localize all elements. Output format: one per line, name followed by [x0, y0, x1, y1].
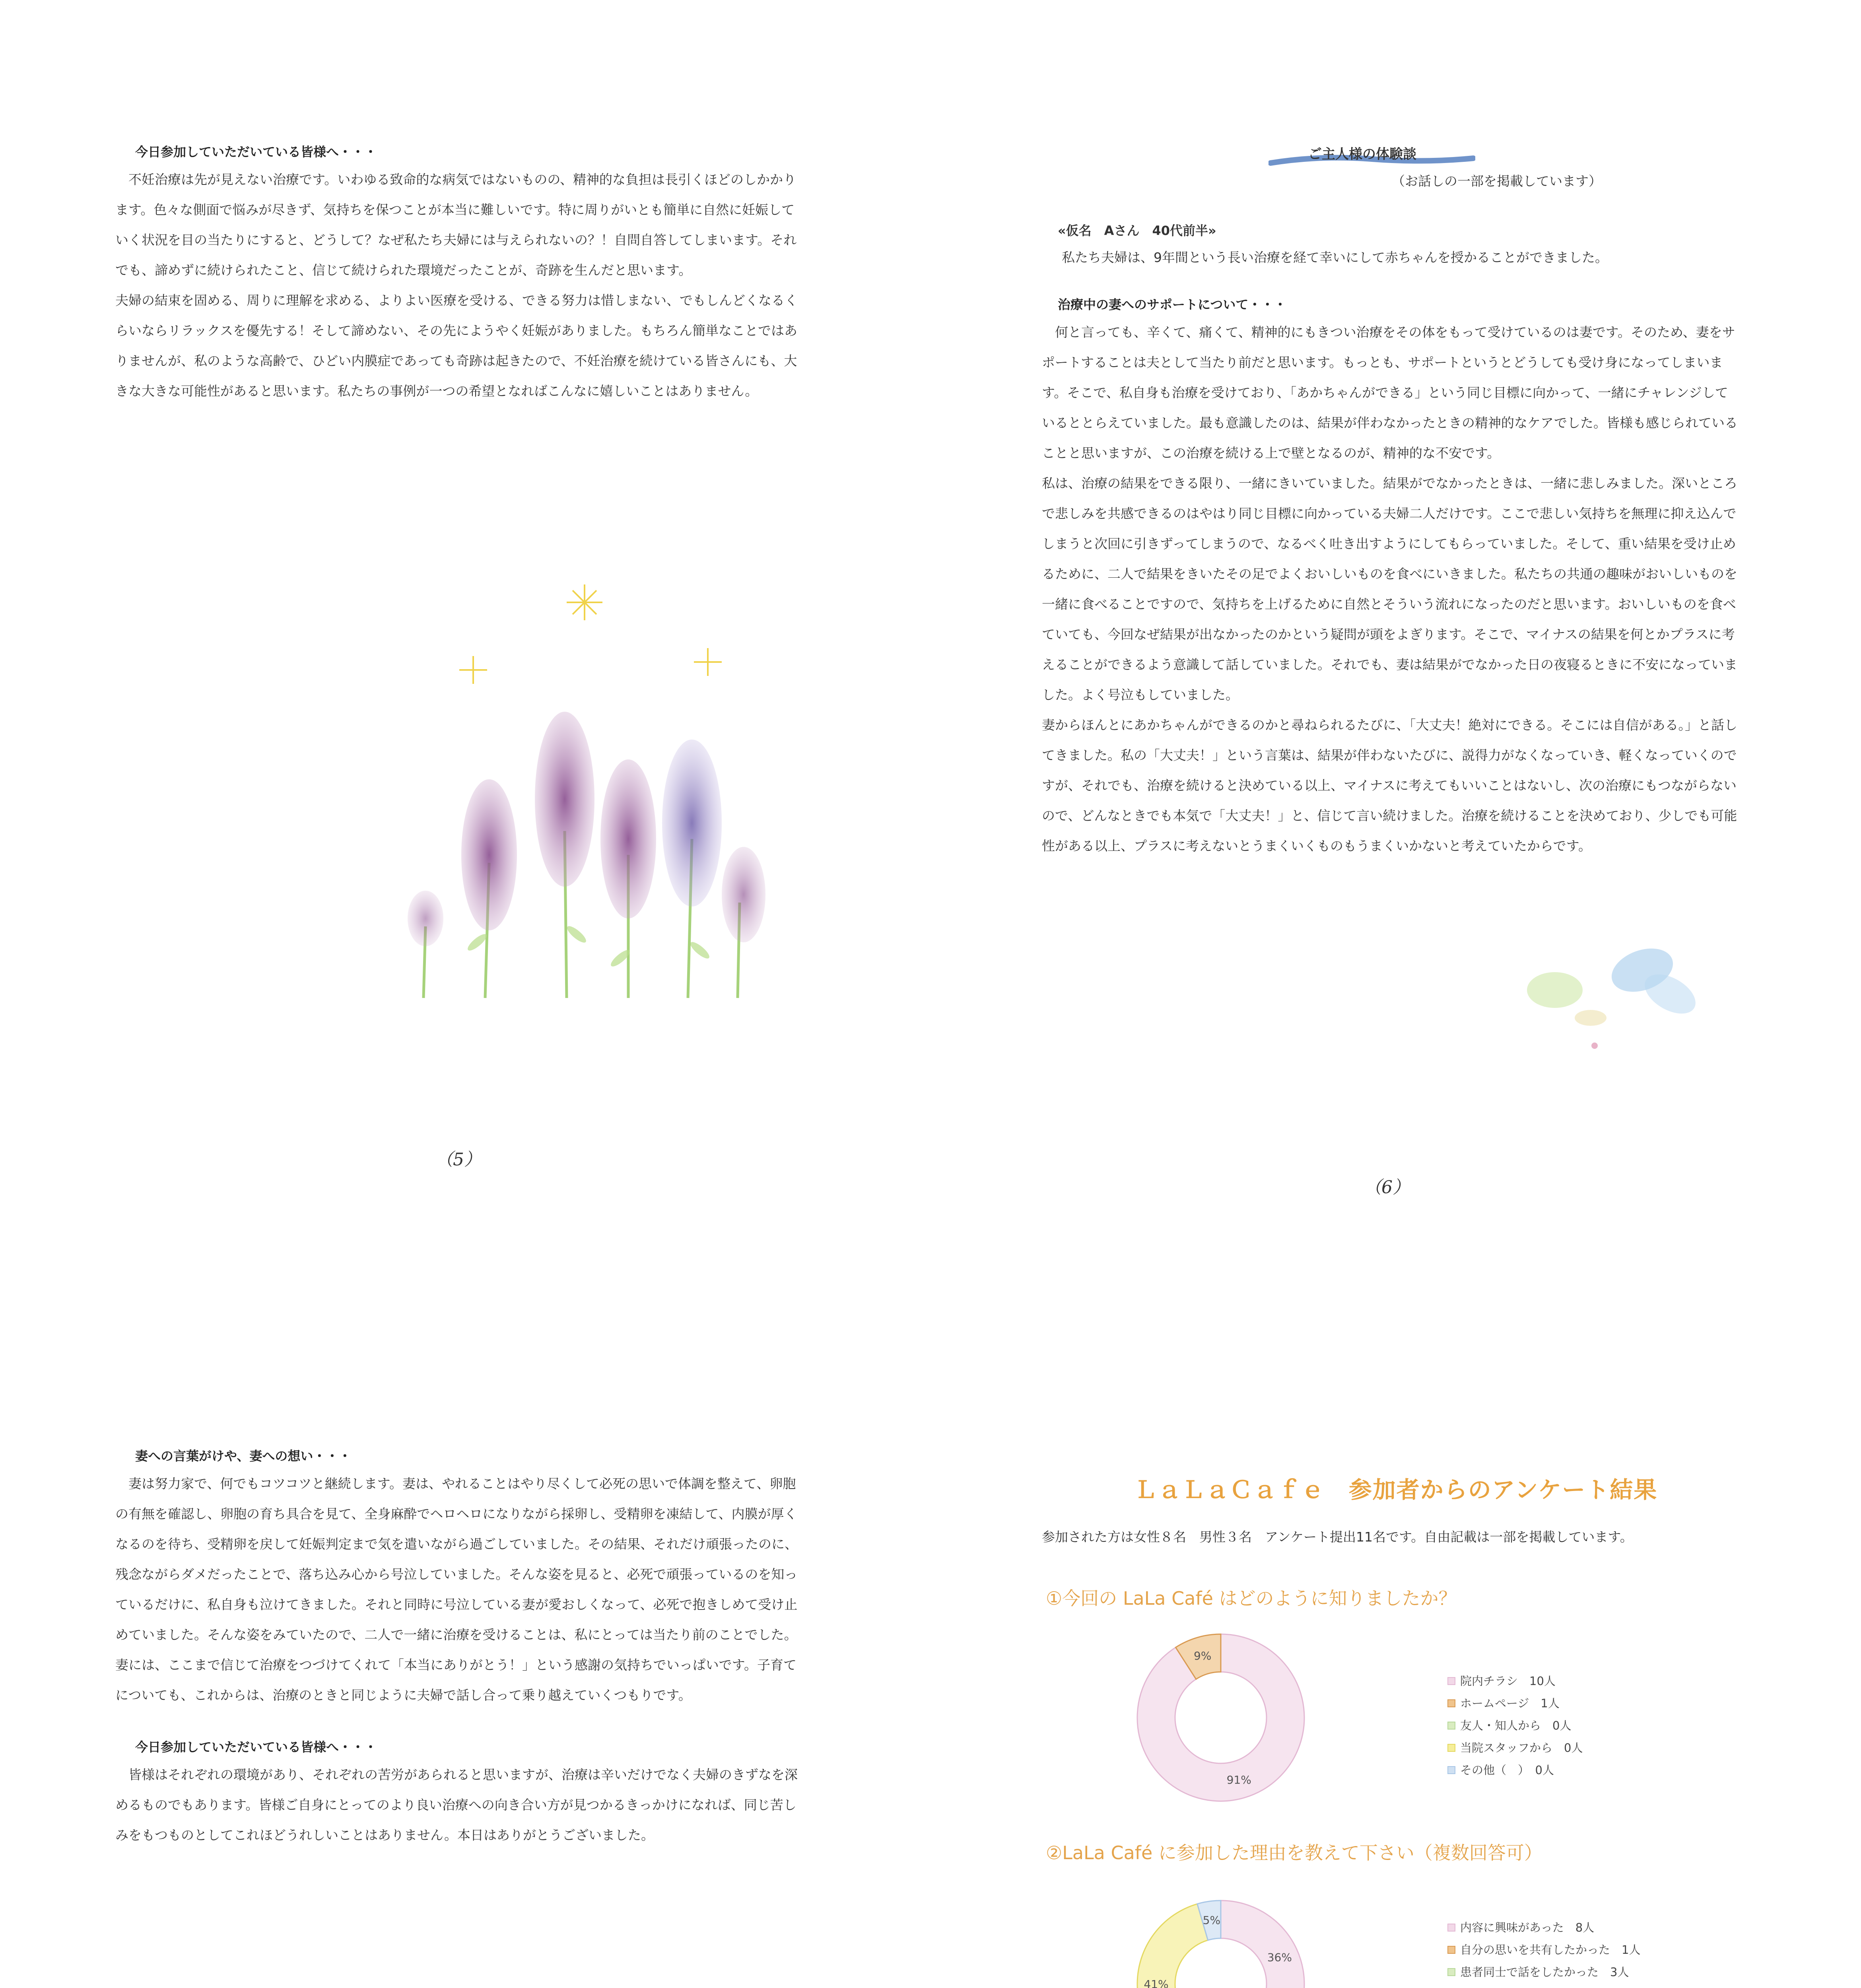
page6-paragraph-2: 私は、治療の結果をできる限り、一緒にきいていました。結果がでなかったときは、一緒に悲しみました。深いところで悲しみを共感できるのはやはり同じ目標に向かっている夫婦二人だけです。ここで悲しい気持ちを無理に抑え込んでしまうと次回に引きずってしまうので、なるべく吐き出すようにしてもらっていました。そして、重い結果を受け止めるために、二人で結果をきいたその足でよくおいしいものを食べにいきました。私たちの共通の趣味がおいしいものを一緒に食べることですので、気持ちを上げるために自然とそういう流れになったのだと思います。おいしいものを食べていても、今回なぜ結果が出なかったのかという疑問が頭をよぎります。そこで、マイナスの結果を何とかプラスに考えることができるよう意識して話していました。それでも、妻は結果がでなかった日の夜寝るときに不安になっていました。よく号泣もしていました。	[1042, 476, 1737, 703]
legend-swatch	[1447, 1677, 1455, 1685]
page6-paragraph-3: 妻からほんとにあかちゃんができるのかと尋ねられるたびに、「大丈夫！絶対にできる。そこには自信がある。」と話してきました。私の「大丈夫！」という言葉は、結果が伴わないたびに、説得力がなくなっていき、軽くなっていくのですが、それでも、治療を続けると決めている以上、マイナスに考えてもいいことはないし、次の治療にもつながらないので、どんなときでも本気で「大丈夫！」と、信じて言い続けました。治療を続けることを決めており、少しでも可能性がある以上、プラスに考えないとうまくいくものもうまくいかないと考えていたからです。	[1042, 717, 1737, 854]
chart1-legend-item	[1447, 1759, 1583, 1781]
page-5	[115, 143, 807, 406]
chart2-percent-label-4: 41%	[1144, 1978, 1169, 1988]
chart1-percent-label-2: 9%	[1194, 1649, 1212, 1663]
legend-label: 友人・知人から 0人	[1460, 1719, 1572, 1732]
page6-subtitle: （お話しの一部を掲載しています）	[1392, 173, 1602, 189]
page5-body	[115, 165, 807, 406]
legend-label: 当院スタッフから 0人	[1460, 1741, 1583, 1755]
legend-swatch	[1447, 1699, 1455, 1707]
legend-swatch	[1447, 1766, 1455, 1774]
chart1-legend-item	[1447, 1670, 1583, 1692]
page-6	[1042, 143, 1738, 861]
page6-person: «仮名 Aさん 40代前半»	[1058, 223, 1216, 238]
chart2-legend	[1447, 1916, 1640, 1988]
page-number-6: （6）	[1364, 1177, 1410, 1198]
butterfly-illustration	[1511, 926, 1718, 1054]
page5-paragraph-1: 不妊治療は先が見えない治療です。いわゆる致命的な病気ではないものの、精神的な負担は長引くほどのしかかります。色々な側面で悩みが尽きず、気持ちを保つことが本当に難しいです。特に周りがいとも簡単に自然に妊娠していく状況を目の当たりにすると、どうして？なぜ私たち夫婦には与えられないの？！自問自答してしまいます。それでも、諦めずに続けられたこと、信じて続けられた環境だったことが、奇跡を生んだと思います。	[115, 172, 797, 278]
survey-title: ＬａＬａＣａｆｅ 参加者からのアンケート結果	[1134, 1476, 1658, 1503]
page7-paragraph-2: 皆様はそれぞれの環境があり、それぞれの苦労があられると思いますが、治療は辛いだけでなく夫婦のきずなを深めるものでもあります。皆様ご自身にとってのより良い治療への向き合い方が見つかるきっかけになれば、同じ苦しみをもつものとしてこれほどうれしいことはありません。本日はありがとうございました。	[115, 1767, 798, 1843]
page5-heading: 今日参加していただいている皆様へ・・・	[135, 144, 377, 159]
chart1-legend-item	[1447, 1737, 1583, 1759]
chart2-legend-item	[1447, 1983, 1640, 1988]
chart1-title: ①今回の LaLa Café はどのように知りましたか？	[1046, 1588, 1457, 1609]
legend-label: ホームページ 1人	[1460, 1697, 1560, 1710]
chart2-legend-item	[1447, 1939, 1640, 1961]
chart2-donut	[1125, 1889, 1316, 1988]
legend-swatch	[1447, 1968, 1455, 1976]
legend-label: その他（ ） 0人	[1460, 1763, 1554, 1777]
page6-intro: 私たち夫婦は、9年間という長い治療を経て幸いにして赤ちゃんを授かることができました。	[1062, 250, 1608, 265]
page7-body-1	[115, 1469, 807, 1710]
chart1-donut	[1125, 1622, 1316, 1813]
star-icon	[459, 584, 722, 684]
chart1-legend-item	[1447, 1692, 1583, 1714]
page5-paragraph-2: 夫婦の結束を固める、周りに理解を求める、よりよい医療を受ける、できる努力は惜しまない、でもしんどくなるくらいならリラックスを優先する！そして諦めない、その先にようやく妊娠がありました。もちろん簡単なことではありませんが、私のような高齢で、ひどい内膜症であっても奇跡は起きたので、不妊治療を続けている皆さんにも、大きな大きな可能性があると思います。私たちの事例が一つの希望となればこんなに嬉しいことはありません。	[115, 293, 798, 399]
page7-heading-2: 今日参加していただいている皆様へ・・・	[135, 1740, 377, 1755]
chart2-slice-1	[1221, 1901, 1304, 1988]
legend-swatch	[1447, 1946, 1455, 1954]
chart2-percent-label-5: 5%	[1202, 1914, 1221, 1927]
page-number-5: （5）	[435, 1149, 482, 1170]
legend-label: 自分の思いを共有したかった 1人	[1460, 1943, 1641, 1957]
page6-body	[1042, 317, 1738, 861]
page7-body-2	[115, 1760, 807, 1850]
survey-intro: 参加された方は女性８名 男性３名 アンケート提出11名です。自由記載は一部を掲載しています。	[1042, 1529, 1633, 1545]
chart2-legend-item	[1447, 1916, 1640, 1939]
page6-paragraph-1: 何と言っても、辛くて、痛くて、精神的にもきつい治療をその体をもって受けているのは妻です。そのため、妻をサポートすることは夫として当たり前だと思います。もっとも、サポートというとどうしても受け身になってしまいます。そこで、私自身も治療を受けており、「あかちゃんができる」という同じ目標に向かって、一緒にチャレンジしているととらえていました。最も意識したのは、結果が伴わなかったときの精神的なケアでした。皆様も感じられていることと思いますが、この治療を続ける上で壁となるのが、精神的な不安です。	[1042, 324, 1738, 461]
page-7	[115, 1447, 807, 1850]
chart2-legend-item	[1447, 1961, 1640, 1983]
page7-paragraph-1: 妻は努力家で、何でもコツコツと継続します。妻は、やれることはやり尽くして必死の思いで体調を整えて、卵胞の有無を確認し、卵胞の育ち具合を見て、全身麻酔でヘロヘロになりながら採卵し、受精卵を凍結して、内膜が厚くなるのを待ち、受精卵を戻して妊娠判定まで気を遣いながら過ごしていました。その結果、それだけ頑張ったのに、残念ながらダメだったことで、落ち込み心から号泣していました。そんな姿を見ると、必死で頑張っているのを知っているだけに、私自身も泣けてきました。それと同時に号泣している妻が愛おしくなって、必死で抱きしめて受け止めていました。そんな姿をみていたので、二人で一緒に治療を受けることは、私にとっては当たり前のことでした。妻には、ここまで信じて治療をつづけてくれて「本当にありがとう！」という感謝の気持ちでいっぱいです。子育てについても、これからは、治療のときと同じように夫婦で話し合って乗り越えていくつもりです。	[115, 1476, 798, 1703]
legend-label: 内容に興味があった 8人	[1460, 1921, 1595, 1934]
page6-title: ご主人様の体験談	[1308, 146, 1416, 162]
chart1-percent-label-1: 91%	[1226, 1773, 1251, 1786]
chart1-legend	[1447, 1670, 1583, 1781]
chart2-percent-label-1: 36%	[1267, 1951, 1292, 1964]
legend-label	[1460, 1983, 1626, 1988]
chart1-legend-item	[1447, 1714, 1583, 1737]
chart2-slice-4	[1137, 1904, 1208, 1988]
lavender-illustration	[342, 577, 787, 1022]
legend-swatch	[1447, 1722, 1455, 1730]
chart2-title: ②LaLa Café に参加した理由を教えて下さい（複数回答可）	[1046, 1842, 1542, 1864]
page-8	[1042, 1471, 1742, 1550]
legend-swatch	[1447, 1924, 1455, 1932]
legend-label: 患者同士で話をしたかった 3人	[1460, 1965, 1629, 1979]
page7-heading-1: 妻への言葉がけや、妻への想い・・・	[135, 1448, 352, 1464]
legend-label: 院内チラシ 10人	[1460, 1674, 1556, 1688]
page6-heading: 治療中の妻へのサポートについて・・・	[1058, 297, 1287, 312]
legend-swatch	[1447, 1744, 1455, 1752]
